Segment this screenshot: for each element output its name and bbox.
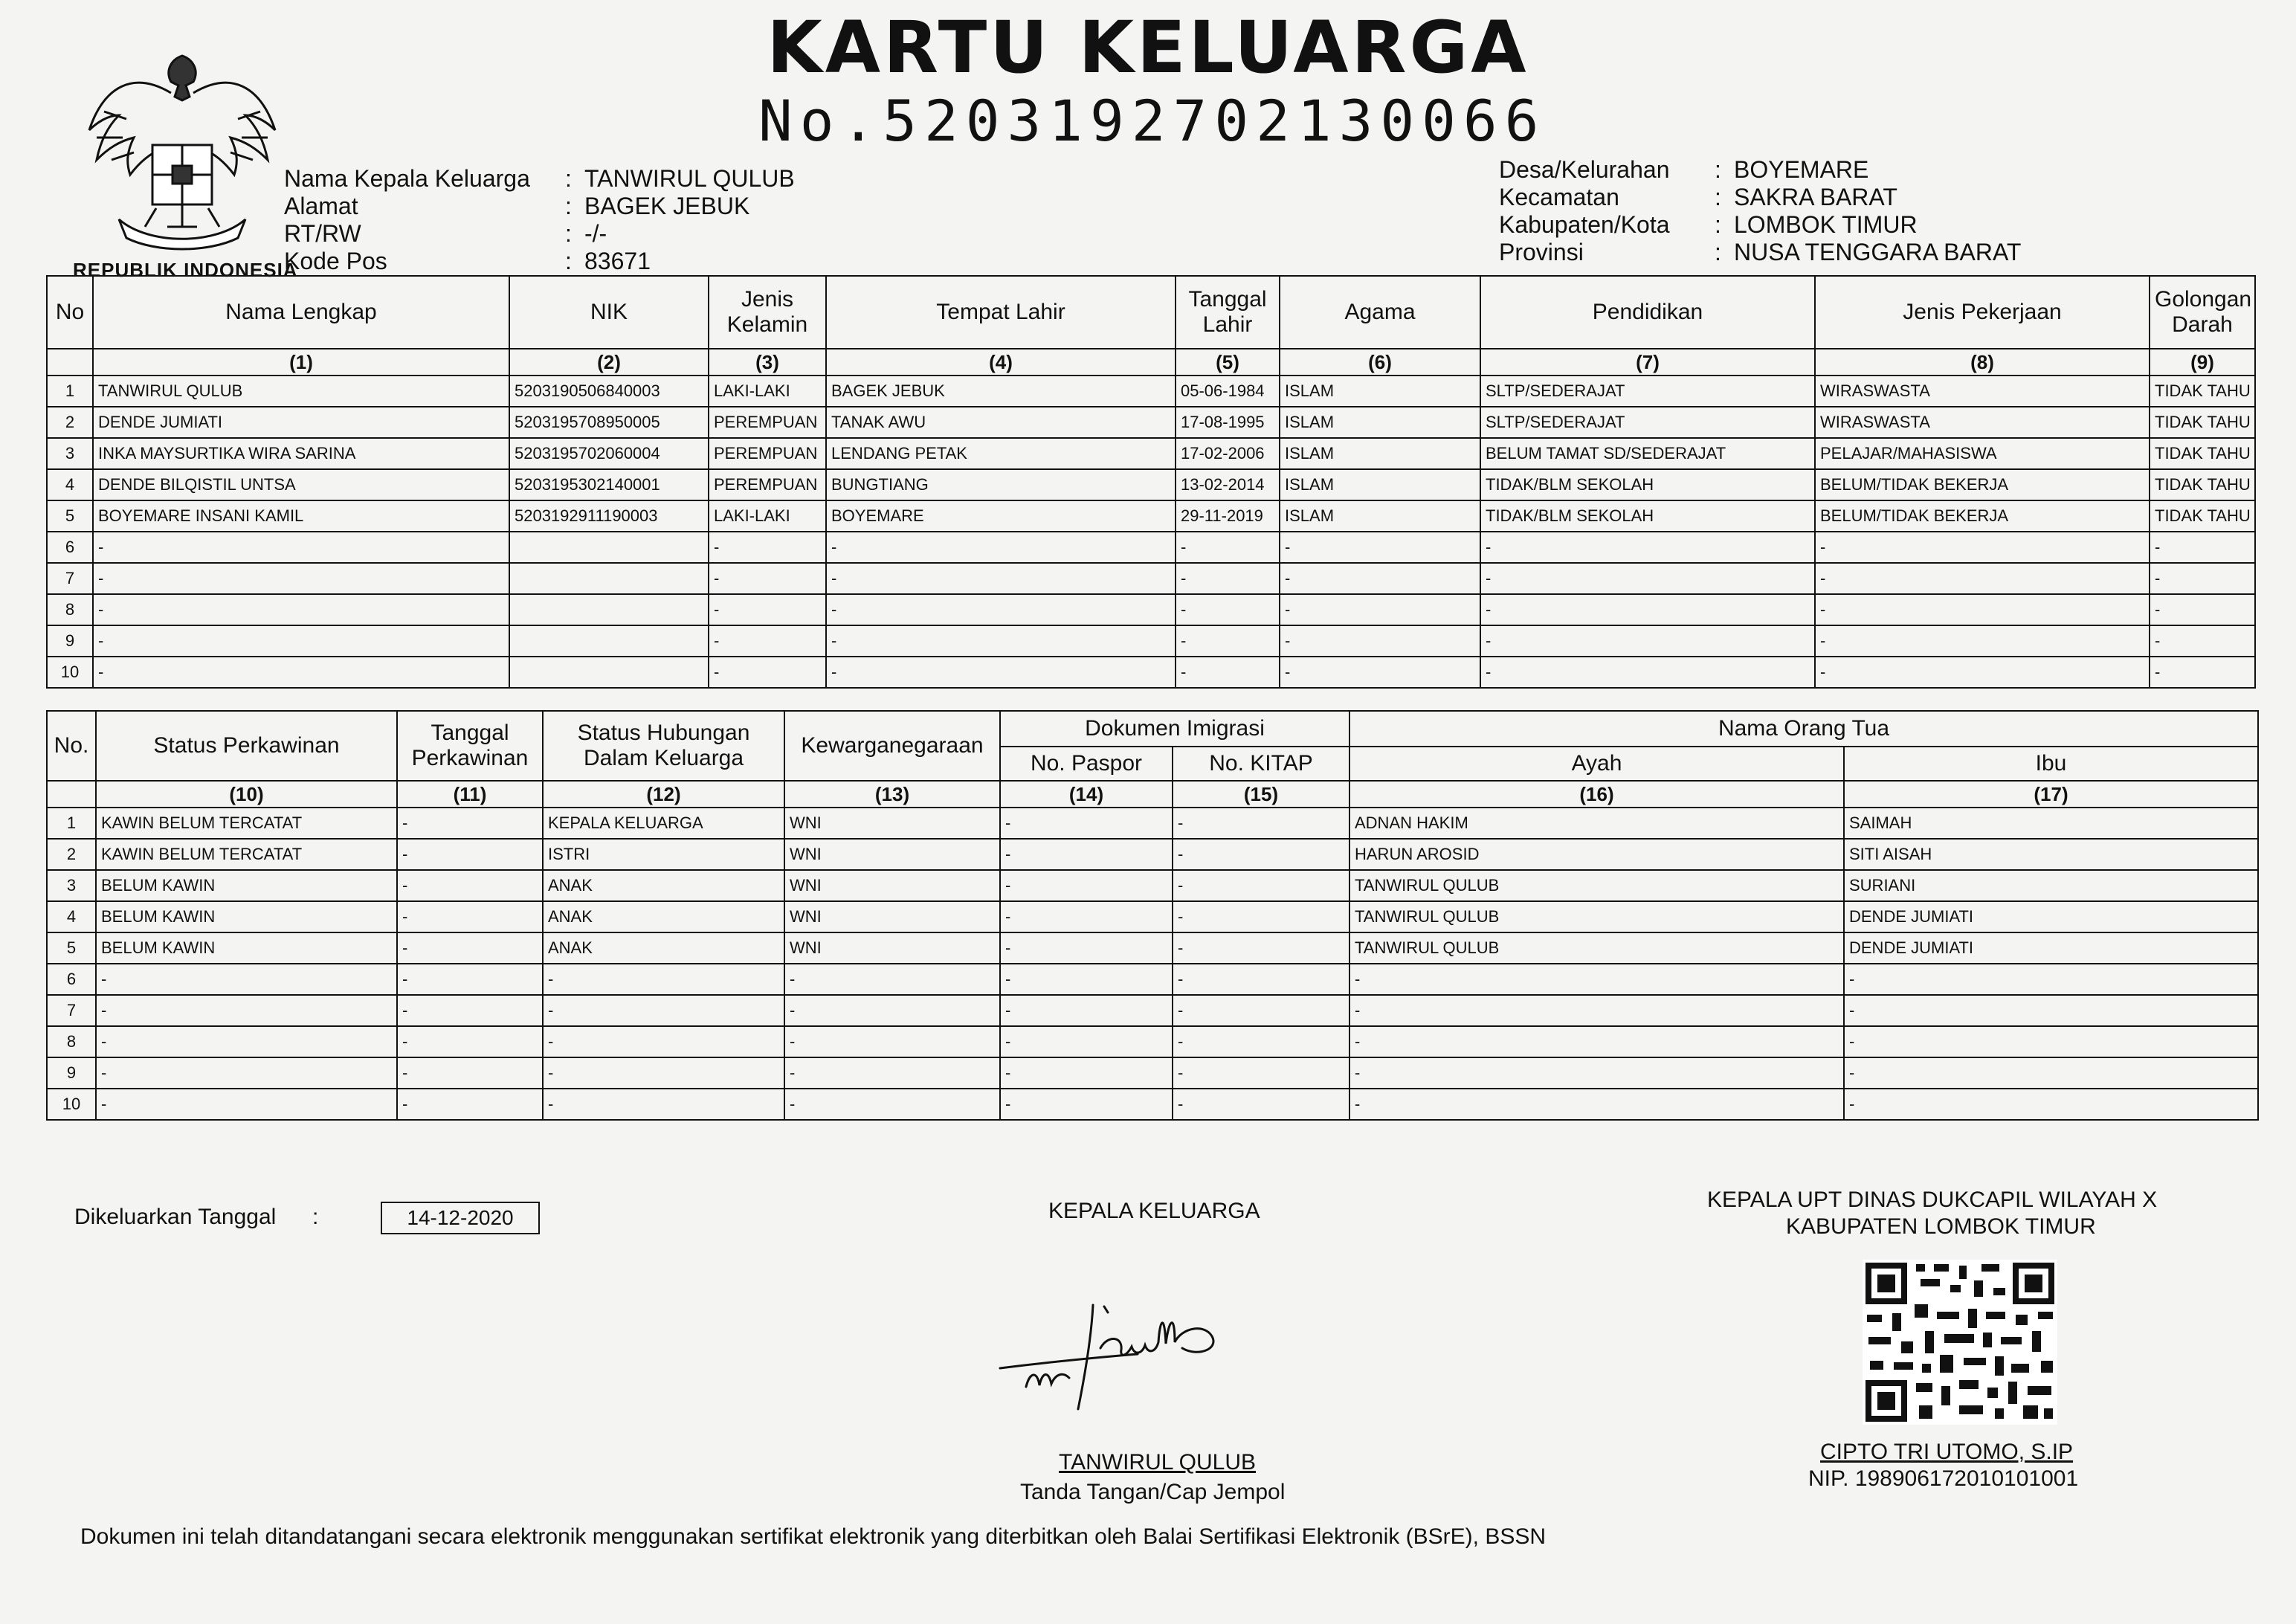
value-kode-pos: 83671 bbox=[584, 248, 651, 274]
table-cell: - bbox=[784, 1026, 1000, 1057]
table-cell: ISLAM bbox=[1280, 407, 1480, 438]
table-cell: 5203195708950005 bbox=[509, 407, 709, 438]
table-cell: - bbox=[2150, 563, 2255, 594]
label-desa: Desa/Kelurahan bbox=[1499, 156, 1670, 183]
table-cell bbox=[509, 594, 709, 625]
table-cell: ANAK bbox=[543, 870, 784, 901]
table-cell: BUNGTIANG bbox=[826, 469, 1176, 500]
row-number: 9 bbox=[47, 625, 93, 657]
col-number: (14) bbox=[1000, 781, 1173, 808]
table-cell: - bbox=[1173, 995, 1349, 1026]
row-number: 2 bbox=[47, 839, 96, 870]
col-number: (17) bbox=[1844, 781, 2258, 808]
table-cell: TANWIRUL QULUB bbox=[1349, 932, 1844, 964]
table-cell: - bbox=[1480, 625, 1815, 657]
table-cell: WNI bbox=[784, 932, 1000, 964]
table-cell: BAGEK JEBUK bbox=[826, 376, 1176, 407]
table-cell: - bbox=[93, 563, 509, 594]
col-number: (7) bbox=[1480, 349, 1815, 376]
table-cell: - bbox=[784, 995, 1000, 1026]
col-number: (13) bbox=[784, 781, 1000, 808]
table-cell: KAWIN BELUM TERCATAT bbox=[96, 839, 397, 870]
table-cell: - bbox=[93, 625, 509, 657]
row-number: 3 bbox=[47, 438, 93, 469]
col-header-no: No bbox=[47, 276, 93, 349]
table-cell: - bbox=[1000, 1089, 1173, 1120]
info-right: Desa/Kelurahan : BOYEMARE Kecamatan : SAKRA BARAT Kabupaten/Kota : LOMBOK TIMUR Provinsi : NUSA TENGGARA BARAT bbox=[1499, 156, 2022, 265]
value-desa: BOYEMARE bbox=[1734, 156, 1869, 183]
table-cell: ISLAM bbox=[1280, 438, 1480, 469]
issued-colon: : bbox=[312, 1205, 319, 1229]
head-title: KEPALA KELUARGA bbox=[1048, 1199, 1260, 1223]
table-cell: - bbox=[397, 870, 543, 901]
table-cell: SITI AISAH bbox=[1844, 839, 2258, 870]
row-number: 1 bbox=[47, 808, 96, 839]
table-cell: BELUM KAWIN bbox=[96, 901, 397, 932]
table-cell: - bbox=[1815, 563, 2150, 594]
table-cell bbox=[509, 532, 709, 563]
table-cell: - bbox=[1000, 808, 1173, 839]
table-cell: - bbox=[1000, 870, 1173, 901]
table-cell bbox=[509, 563, 709, 594]
label-rt-rw: RT/RW bbox=[284, 220, 361, 247]
table-cell: - bbox=[1000, 964, 1173, 995]
table-cell: - bbox=[397, 839, 543, 870]
table-cell bbox=[509, 625, 709, 657]
table-cell: - bbox=[826, 563, 1176, 594]
table-cell: SLTP/SEDERAJAT bbox=[1480, 407, 1815, 438]
label-alamat: Alamat bbox=[284, 193, 358, 219]
col-number: (12) bbox=[543, 781, 784, 808]
table-cell: - bbox=[1280, 625, 1480, 657]
table-cell: LENDANG PETAK bbox=[826, 438, 1176, 469]
table-cell: - bbox=[1000, 995, 1173, 1026]
table-cell: TANWIRUL QULUB bbox=[1349, 870, 1844, 901]
table-cell: - bbox=[1844, 1026, 2258, 1057]
table-cell: - bbox=[1349, 964, 1844, 995]
table-cell: WNI bbox=[784, 808, 1000, 839]
table-cell: ISTRI bbox=[543, 839, 784, 870]
table-cell: - bbox=[1349, 1089, 1844, 1120]
table-cell: - bbox=[1480, 532, 1815, 563]
emblem-caption: REPUBLIK INDONESIA bbox=[73, 259, 298, 281]
table-cell: - bbox=[397, 964, 543, 995]
table-row bbox=[47, 500, 2255, 532]
table-cell: - bbox=[784, 1089, 1000, 1120]
table-cell: - bbox=[93, 532, 509, 563]
table-cell: - bbox=[1280, 594, 1480, 625]
qr-code-icon bbox=[1863, 1260, 2057, 1425]
table-cell: BELUM KAWIN bbox=[96, 870, 397, 901]
row-number: 7 bbox=[47, 995, 96, 1026]
table-cell: - bbox=[543, 995, 784, 1026]
issued-date: 14-12-2020 bbox=[381, 1202, 540, 1234]
table-cell: WIRASWASTA bbox=[1815, 407, 2150, 438]
table-cell: - bbox=[1173, 964, 1349, 995]
table-cell: - bbox=[826, 657, 1176, 688]
label-nama-kepala: Nama Kepala Keluarga bbox=[284, 165, 530, 192]
value-rt-rw: -/- bbox=[584, 220, 607, 247]
col-header-kewarganegaraan: Kewarganegaraan bbox=[784, 711, 1000, 781]
table-cell: - bbox=[1480, 563, 1815, 594]
table-cell: BELUM/TIDAK BEKERJA bbox=[1815, 469, 2150, 500]
col-header-pekerjaan: Jenis Pekerjaan bbox=[1815, 276, 2150, 349]
table-cell: - bbox=[1815, 594, 2150, 625]
col-header-tanggal-perkawinan: Tanggal Perkawinan bbox=[397, 711, 543, 781]
row-number: 6 bbox=[47, 964, 96, 995]
table-cell: - bbox=[1280, 563, 1480, 594]
label-kecamatan: Kecamatan bbox=[1499, 184, 1619, 210]
table-cell: - bbox=[397, 1057, 543, 1089]
table-cell: - bbox=[397, 1089, 543, 1120]
table-cell: 5203190506840003 bbox=[509, 376, 709, 407]
table-cell: TIDAK TAHU bbox=[2150, 469, 2255, 500]
table-row bbox=[47, 1057, 2258, 1089]
table-cell: BOYEMARE bbox=[826, 500, 1176, 532]
table-cell: - bbox=[1844, 995, 2258, 1026]
col-header-agama: Agama bbox=[1280, 276, 1480, 349]
table-row bbox=[47, 932, 2258, 964]
table-cell: WNI bbox=[784, 870, 1000, 901]
table-cell: DENDE JUMIATI bbox=[1844, 932, 2258, 964]
info-left: Nama Kepala Keluarga : TANWIRUL QULUB Alamat : BAGEK JEBUK RT/RW : -/- Kode Pos : 83671 bbox=[284, 165, 795, 274]
table-cell: 29-11-2019 bbox=[1176, 500, 1280, 532]
table-cell: - bbox=[826, 625, 1176, 657]
esign-note: Dokumen ini telah ditandatangani secara elektronik menggunakan sertifikat elektronik yang diterbitkan oleh Balai Sertifikasi Elektronik (BSrE), BSSN bbox=[80, 1524, 1547, 1549]
col-number: (6) bbox=[1280, 349, 1480, 376]
table-cell: - bbox=[2150, 657, 2255, 688]
table-cell: - bbox=[2150, 594, 2255, 625]
col-number: (4) bbox=[826, 349, 1176, 376]
col-header-tempat-lahir: Tempat Lahir bbox=[826, 276, 1176, 349]
table-cell: TANWIRUL QULUB bbox=[93, 376, 509, 407]
row-number: 2 bbox=[47, 407, 93, 438]
table-cell: - bbox=[709, 657, 826, 688]
table-cell: - bbox=[709, 594, 826, 625]
table-cell: DENDE JUMIATI bbox=[1844, 901, 2258, 932]
table-row bbox=[47, 563, 2255, 594]
table-cell: ISLAM bbox=[1280, 376, 1480, 407]
table-cell: TIDAK TAHU bbox=[2150, 500, 2255, 532]
table-cell: PELAJAR/MAHASISWA bbox=[1815, 438, 2150, 469]
col-header-pendidikan: Pendidikan bbox=[1480, 276, 1815, 349]
table-cell bbox=[509, 657, 709, 688]
table-cell: SLTP/SEDERAJAT bbox=[1480, 376, 1815, 407]
table-cell: - bbox=[397, 995, 543, 1026]
col-header-no-kitap: No. KITAP bbox=[1173, 747, 1349, 781]
table-cell: - bbox=[826, 594, 1176, 625]
table-cell: - bbox=[1000, 1057, 1173, 1089]
table-cell: 17-02-2006 bbox=[1176, 438, 1280, 469]
table-cell: - bbox=[2150, 625, 2255, 657]
table-cell: - bbox=[96, 995, 397, 1026]
table-cell: PEREMPUAN bbox=[709, 438, 826, 469]
table-cell: KEPALA KELUARGA bbox=[543, 808, 784, 839]
table-cell: - bbox=[1176, 563, 1280, 594]
row-number: 9 bbox=[47, 1057, 96, 1089]
table-cell: - bbox=[1176, 625, 1280, 657]
table-cell: ANAK bbox=[543, 932, 784, 964]
label-kode-pos: Kode Pos bbox=[284, 248, 387, 274]
table-row bbox=[47, 839, 2258, 870]
table-cell: - bbox=[2150, 532, 2255, 563]
col-header-golongan-darah: Golongan Darah bbox=[2150, 276, 2255, 349]
table-cell: KAWIN BELUM TERCATAT bbox=[96, 808, 397, 839]
table-cell: - bbox=[1176, 657, 1280, 688]
table-cell: - bbox=[96, 964, 397, 995]
official-title-line2: KABUPATEN LOMBOK TIMUR bbox=[1786, 1214, 2096, 1239]
row-number: 7 bbox=[47, 563, 93, 594]
table-cell: - bbox=[1173, 1026, 1349, 1057]
value-alamat: BAGEK JEBUK bbox=[584, 193, 750, 219]
col-header-tanggal-lahir: Tanggal Lahir bbox=[1176, 276, 1280, 349]
head-name: TANWIRUL QULUB bbox=[1059, 1450, 1257, 1475]
row-number: 8 bbox=[47, 594, 93, 625]
table-cell: - bbox=[784, 964, 1000, 995]
table-cell: - bbox=[1844, 964, 2258, 995]
table-cell: INKA MAYSURTIKA WIRA SARINA bbox=[93, 438, 509, 469]
table-cell: LAKI-LAKI bbox=[709, 376, 826, 407]
label-kabupaten: Kabupaten/Kota bbox=[1499, 211, 1670, 238]
table-row bbox=[47, 1026, 2258, 1057]
table-cell: - bbox=[1480, 594, 1815, 625]
table-cell: SAIMAH bbox=[1844, 808, 2258, 839]
table-cell: - bbox=[397, 932, 543, 964]
col-number: (9) bbox=[2150, 349, 2255, 376]
table-cell: - bbox=[1173, 870, 1349, 901]
table-cell: WIRASWASTA bbox=[1815, 376, 2150, 407]
table-cell: ISLAM bbox=[1280, 469, 1480, 500]
table-cell: - bbox=[1173, 1089, 1349, 1120]
table-cell: BELUM TAMAT SD/SEDERAJAT bbox=[1480, 438, 1815, 469]
garuda-emblem-icon bbox=[74, 41, 290, 264]
value-kabupaten: LOMBOK TIMUR bbox=[1734, 211, 1918, 238]
column-number-row bbox=[47, 781, 2258, 808]
col-number: (2) bbox=[509, 349, 709, 376]
column-number-row bbox=[47, 349, 2255, 376]
table-cell: 5203195702060004 bbox=[509, 438, 709, 469]
table-row bbox=[47, 469, 2255, 500]
table-cell: - bbox=[93, 657, 509, 688]
table-cell: - bbox=[1000, 1026, 1173, 1057]
table-cell: - bbox=[96, 1089, 397, 1120]
table-cell: 13-02-2014 bbox=[1176, 469, 1280, 500]
row-number: 5 bbox=[47, 500, 93, 532]
table-cell: - bbox=[1349, 995, 1844, 1026]
table-cell: - bbox=[543, 1026, 784, 1057]
table-cell: - bbox=[1173, 808, 1349, 839]
table-cell: TIDAK TAHU bbox=[2150, 407, 2255, 438]
row-number: 5 bbox=[47, 932, 96, 964]
table-cell: - bbox=[709, 563, 826, 594]
table-cell: - bbox=[1176, 594, 1280, 625]
table-cell: - bbox=[543, 1089, 784, 1120]
row-number: 4 bbox=[47, 901, 96, 932]
row-number: 10 bbox=[47, 1089, 96, 1120]
table-row bbox=[47, 532, 2255, 563]
table-cell: - bbox=[1349, 1057, 1844, 1089]
table-row bbox=[47, 808, 2258, 839]
table-cell: - bbox=[1173, 1057, 1349, 1089]
table-cell: ISLAM bbox=[1280, 500, 1480, 532]
row-number: 3 bbox=[47, 870, 96, 901]
family-members-table bbox=[46, 275, 2256, 689]
table-cell: 5203192911190003 bbox=[509, 500, 709, 532]
table-cell: - bbox=[826, 532, 1176, 563]
col-number: (10) bbox=[96, 781, 397, 808]
table-cell: - bbox=[397, 1026, 543, 1057]
value-provinsi: NUSA TENGGARA BARAT bbox=[1734, 239, 2022, 265]
table-row bbox=[47, 657, 2255, 688]
col-header-no: No. bbox=[47, 711, 96, 781]
table-row bbox=[47, 995, 2258, 1026]
table-cell: - bbox=[1844, 1089, 2258, 1120]
col-header-dokumen-imigrasi: Dokumen Imigrasi bbox=[1000, 711, 1349, 747]
col-number: (16) bbox=[1349, 781, 1844, 808]
col-number: (15) bbox=[1173, 781, 1349, 808]
table-row bbox=[47, 594, 2255, 625]
table-cell: BELUM KAWIN bbox=[96, 932, 397, 964]
table-row bbox=[47, 1089, 2258, 1120]
table-cell: DENDE BILQISTIL UNTSA bbox=[93, 469, 509, 500]
row-number: 8 bbox=[47, 1026, 96, 1057]
table-cell: - bbox=[96, 1026, 397, 1057]
official-title-line1: KEPALA UPT DINAS DUKCAPIL WILAYAH X bbox=[1707, 1188, 2158, 1212]
row-number: 4 bbox=[47, 469, 93, 500]
table-cell: 5203195302140001 bbox=[509, 469, 709, 500]
table-cell: SURIANI bbox=[1844, 870, 2258, 901]
table-cell: - bbox=[93, 594, 509, 625]
table-cell: 05-06-1984 bbox=[1176, 376, 1280, 407]
col-header-no-paspor: No. Paspor bbox=[1000, 747, 1173, 781]
table-cell: - bbox=[1176, 532, 1280, 563]
table-row bbox=[47, 870, 2258, 901]
table-cell: - bbox=[1815, 625, 2150, 657]
table-row bbox=[47, 438, 2255, 469]
table-cell: TIDAK/BLM SEKOLAH bbox=[1480, 500, 1815, 532]
col-header-status-hubungan: Status Hubungan Dalam Keluarga bbox=[543, 711, 784, 781]
table-cell: 17-08-1995 bbox=[1176, 407, 1280, 438]
table-cell: TIDAK/BLM SEKOLAH bbox=[1480, 469, 1815, 500]
table-cell: - bbox=[1000, 932, 1173, 964]
table-cell: BELUM/TIDAK BEKERJA bbox=[1815, 500, 2150, 532]
table-cell: - bbox=[543, 964, 784, 995]
table-cell: - bbox=[1000, 901, 1173, 932]
table-cell: - bbox=[1815, 657, 2150, 688]
table-cell: - bbox=[397, 901, 543, 932]
table-cell: TANAK AWU bbox=[826, 407, 1176, 438]
table-cell: DENDE JUMIATI bbox=[93, 407, 509, 438]
table-cell: - bbox=[1844, 1057, 2258, 1089]
table-cell: - bbox=[1173, 901, 1349, 932]
kk-number: No.5203192702130066 bbox=[758, 88, 1547, 154]
row-number: 10 bbox=[47, 657, 93, 688]
table-cell: - bbox=[1480, 657, 1815, 688]
col-number: (1) bbox=[93, 349, 509, 376]
signature bbox=[996, 1290, 1249, 1420]
table-cell: WNI bbox=[784, 901, 1000, 932]
table-cell: - bbox=[784, 1057, 1000, 1089]
value-nama-kepala: TANWIRUL QULUB bbox=[584, 165, 795, 192]
table-cell: - bbox=[96, 1057, 397, 1089]
table-cell: - bbox=[1173, 839, 1349, 870]
col-number: (5) bbox=[1176, 349, 1280, 376]
table-cell: TANWIRUL QULUB bbox=[1349, 901, 1844, 932]
col-header-nama: Nama Lengkap bbox=[93, 276, 509, 349]
col-number: (8) bbox=[1815, 349, 2150, 376]
official-name: CIPTO TRI UTOMO, S.IP bbox=[1820, 1440, 2074, 1464]
table-cell: - bbox=[1000, 839, 1173, 870]
col-header-ayah: Ayah bbox=[1349, 747, 1844, 781]
table-cell: - bbox=[709, 625, 826, 657]
head-caption: Tanda Tangan/Cap Jempol bbox=[1020, 1480, 1286, 1504]
col-header-nama-orang-tua: Nama Orang Tua bbox=[1349, 711, 2258, 747]
table-cell: ANAK bbox=[543, 901, 784, 932]
table-cell: - bbox=[1349, 1026, 1844, 1057]
table-cell: BOYEMARE INSANI KAMIL bbox=[93, 500, 509, 532]
table-cell: - bbox=[1280, 532, 1480, 563]
value-kecamatan: SAKRA BARAT bbox=[1734, 184, 1897, 210]
col-header-nik: NIK bbox=[509, 276, 709, 349]
table-row bbox=[47, 407, 2255, 438]
issued-label: Dikeluarkan Tanggal bbox=[74, 1205, 277, 1229]
table-cell: HARUN AROSID bbox=[1349, 839, 1844, 870]
col-header-status-perkawinan: Status Perkawinan bbox=[96, 711, 397, 781]
table-cell: TIDAK TAHU bbox=[2150, 376, 2255, 407]
col-number: (11) bbox=[397, 781, 543, 808]
status-parents-table bbox=[46, 710, 2259, 1121]
table-cell: ADNAN HAKIM bbox=[1349, 808, 1844, 839]
table-cell: PEREMPUAN bbox=[709, 407, 826, 438]
table-cell: LAKI-LAKI bbox=[709, 500, 826, 532]
table-cell: WNI bbox=[784, 839, 1000, 870]
table-cell: TIDAK TAHU bbox=[2150, 438, 2255, 469]
row-number: 1 bbox=[47, 376, 93, 407]
table-cell: - bbox=[1173, 932, 1349, 964]
table-row bbox=[47, 901, 2258, 932]
table-row bbox=[47, 625, 2255, 657]
table-cell: - bbox=[709, 532, 826, 563]
col-header-jenis-kelamin: Jenis Kelamin bbox=[709, 276, 826, 349]
document-title: KARTU KELUARGA bbox=[767, 6, 1529, 89]
table-cell: - bbox=[543, 1057, 784, 1089]
col-number: (3) bbox=[709, 349, 826, 376]
table-cell: - bbox=[397, 808, 543, 839]
row-number: 6 bbox=[47, 532, 93, 563]
table-cell: - bbox=[1280, 657, 1480, 688]
table-cell: - bbox=[1815, 532, 2150, 563]
col-header-ibu: Ibu bbox=[1844, 747, 2258, 781]
table-row bbox=[47, 964, 2258, 995]
official-nip: NIP. 198906172010101001 bbox=[1808, 1466, 2079, 1491]
label-provinsi: Provinsi bbox=[1499, 239, 1584, 265]
table-row bbox=[47, 376, 2255, 407]
table-cell: PEREMPUAN bbox=[709, 469, 826, 500]
